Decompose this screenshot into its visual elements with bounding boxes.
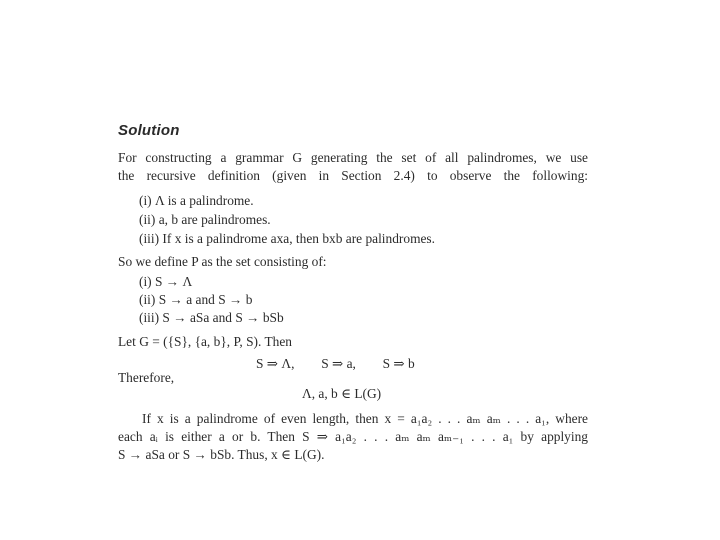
conclusion-line: Λ, a, b ∈ L(G) (302, 386, 382, 401)
paragraph-line-3: S → aSa or S → bSb. Thus, x ∈ L(G). (118, 447, 325, 462)
therefore-line: Therefore, (118, 370, 175, 385)
production-1: (i) S → Λ (139, 274, 193, 289)
paragraph-line-2: each aᵢ is either a or b. Then S ⇒ a₁a₂ . . . aₘ aₘ aₘ₋₁ . . . a₁ by applying (118, 429, 588, 444)
observation-3: (iii) If x is a palindrome axa, then bxb are palindromes. (139, 231, 435, 246)
observation-2: (ii) a, b are palindromes. (139, 212, 271, 227)
production-3: (iii) S → aSa and S → bSb (139, 310, 284, 325)
derivations-line: S ⇒ Λ, S ⇒ a, S ⇒ b (256, 356, 415, 371)
intro-line-1: For constructing a grammar G generating the set of all palindromes, we use (118, 150, 588, 165)
production-2: (ii) S → a and S → b (139, 292, 253, 307)
intro-line-2: the recursive definition (given in Section 2.4) to observe the following: (118, 168, 588, 183)
observation-1: (i) Λ is a palindrome. (139, 193, 254, 208)
paragraph-line-1: If x is a palindrome of even length, then x = a₁a₂ . . . aₘ aₘ . . . a₁, where (142, 411, 588, 426)
define-line: So we define P as the set consisting of: (118, 254, 327, 269)
solution-heading: Solution (118, 122, 180, 139)
let-line: Let G = ({S}, {a, b}, P, S). Then (118, 334, 292, 349)
